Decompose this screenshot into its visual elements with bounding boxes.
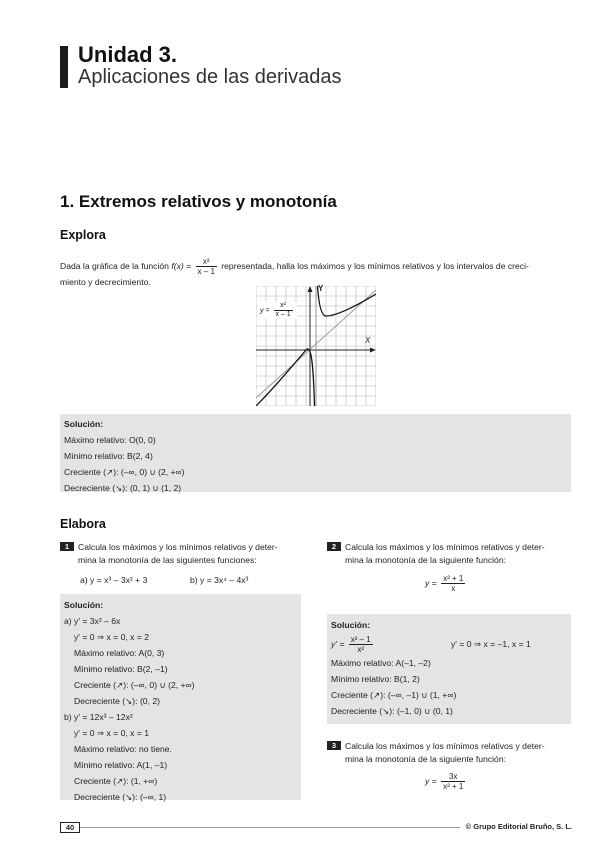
function-graph [256, 286, 376, 406]
exercise-1-statement [60, 541, 305, 567]
exercise-2-fraction [441, 574, 465, 593]
exercise-2-text2: mina la monotonía de la siguiente función: [345, 555, 506, 565]
exercise-1-text1: Calcula los máximos y los mínimos relativos y deter- [78, 542, 278, 552]
exercise-3-fraction [441, 772, 465, 791]
explora-function-name: f(x) = [171, 260, 192, 271]
exercise-3-func-num: 3x [441, 772, 465, 782]
exercise-1-text2: mina la monotonía de las siguientes funciones: [78, 555, 257, 565]
graph-legend-lhs: y = [260, 307, 270, 315]
exercise-2-deriv-lhs: y' = [331, 638, 345, 649]
exercise-2-solution-box [327, 614, 571, 724]
exercise-1-solution-line: Mínimo relativo: A(1, –1) [74, 760, 168, 770]
exercise-2-func-den: x [451, 584, 456, 593]
graph-legend [258, 302, 297, 319]
graph-legend-num: x² [274, 302, 293, 311]
exercise-1-solution-line: Máximo relativo: A(0, 3) [74, 648, 165, 658]
x-axis-label: X [365, 336, 371, 345]
exercise-3-function [425, 772, 467, 791]
explora-frac-den: x – 1 [197, 267, 215, 276]
exercise-2-derivative-zero: y' = 0 ⇒ x = –1, x = 1 [451, 639, 531, 649]
exercise-2-function [425, 574, 467, 593]
exercise-2-deriv-num: x² – 1 [350, 635, 371, 644]
explora-solution-line: Creciente (↗): (–∞, 0) ∪ (2, +∞) [64, 467, 185, 477]
exercise-2-deriv-den: x² [357, 645, 365, 654]
exercise-1-solution-line: Decreciente (↘): (0, 2) [74, 696, 161, 706]
exercise-3-text2: mina la monotonía de la siguiente función: [345, 754, 506, 764]
exercise-2-solution-line: Mínimo relativo: B(1, 2) [331, 674, 420, 684]
section-title: 1. Extremos relativos y monotonía [60, 192, 337, 211]
graph-legend-fraction [274, 302, 293, 319]
exercise-3-func-den: x² + 1 [443, 782, 464, 791]
footer-rule [80, 827, 460, 828]
exercise-1-solution-line: y' = 0 ⇒ x = 0, x = 1 [74, 728, 150, 738]
exercise-1-number: 1 [60, 542, 74, 551]
exercise-2-number: 2 [327, 542, 341, 551]
exercise-1-func-b: b) y = 3x⁴ – 4x³ [190, 575, 249, 585]
exercise-2-func-lhs: y = [425, 577, 437, 588]
explora-fraction [196, 257, 217, 276]
exercise-2-text1: Calcula los máximos y los mínimos relativos y deter- [345, 542, 545, 552]
exercise-1-solution-line: Máximo relativo: no tiene. [74, 744, 172, 754]
exercise-1-solution-line: Creciente (↗): (1, +∞) [74, 776, 158, 786]
graph-legend-den: x – 1 [275, 311, 291, 318]
explora-frac-num: x² [196, 257, 217, 267]
explora-solution-line: Decreciente (↘): (0, 1) ∪ (1, 2) [64, 483, 182, 493]
copyright: © Grupo Editorial Bruño, S. L. [465, 822, 572, 831]
exercise-1-func-a: a) y = x³ – 3x² + 3 [80, 575, 148, 585]
exercise-3-number: 3 [327, 741, 341, 750]
y-axis-label: Y [318, 284, 324, 293]
explora-text-line2: miento y decrecimiento. [60, 277, 151, 287]
y-axis-arrow [308, 286, 313, 292]
exercise-1-solution-title: Solución: [64, 600, 104, 610]
exercise-1-solution-line: Creciente (↗): (–∞, 0) ∪ (2, +∞) [74, 680, 195, 690]
exercise-2-solution-line: Creciente (↗): (–∞, –1) ∪ (1, +∞) [331, 690, 457, 700]
explora-solution-box [60, 414, 571, 492]
title-bar-decoration [60, 46, 68, 88]
exercise-2-derivative-row [331, 633, 567, 655]
exercise-1-solution-line: y' = 0 ⇒ x = 0, x = 2 [74, 632, 150, 642]
explora-solution-line: Máximo relativo: O(0, 0) [64, 435, 156, 445]
exercise-2-statement [327, 541, 572, 567]
explora-text-after: representada, halla los máximos y los mínimos relativos y los intervalos de creci- [221, 260, 529, 271]
exercise-3-statement [327, 740, 572, 766]
exercise-1-solution-box [60, 594, 301, 800]
explora-text-before: Dada la gráfica de la función [60, 260, 169, 271]
exercise-2-solution-line: Máximo relativo: A(–1, –2) [331, 658, 431, 668]
exercise-2-solution-title: Solución: [331, 620, 371, 630]
explora-solution-title: Solución: [64, 419, 104, 429]
exercise-2-solution-line: Decreciente (↘): (–1, 0) ∪ (0, 1) [331, 706, 453, 716]
exercise-3-func-lhs: y = [425, 775, 437, 786]
unit-subtitle: Aplicaciones de las derivadas [78, 66, 342, 88]
page-number: 40 [60, 822, 80, 833]
exercise-2-func-num: x² + 1 [443, 574, 464, 583]
explora-heading: Explora [60, 228, 106, 242]
explora-solution-line: Mínimo relativo: B(2, 4) [64, 451, 153, 461]
elabora-heading: Elabora [60, 517, 106, 531]
exercise-1-solution-line: a) y' = 3x² – 6x [64, 616, 121, 626]
unit-title: Unidad 3. [78, 42, 178, 67]
exercise-1-solution-line: Mínimo relativo: B(2, –1) [74, 664, 168, 674]
exercise-2-derivative [331, 635, 375, 654]
exercise-1-solution-line: b) y' = 12x³ – 12x² [64, 712, 133, 722]
exercise-2-deriv-fraction [349, 635, 373, 654]
x-axis-arrow [370, 348, 376, 353]
exercise-1-solution-line: Decreciente (↘): (–∞, 1) [74, 792, 167, 802]
exercise-3-text1: Calcula los máximos y los mínimos relativos y deter- [345, 741, 545, 751]
